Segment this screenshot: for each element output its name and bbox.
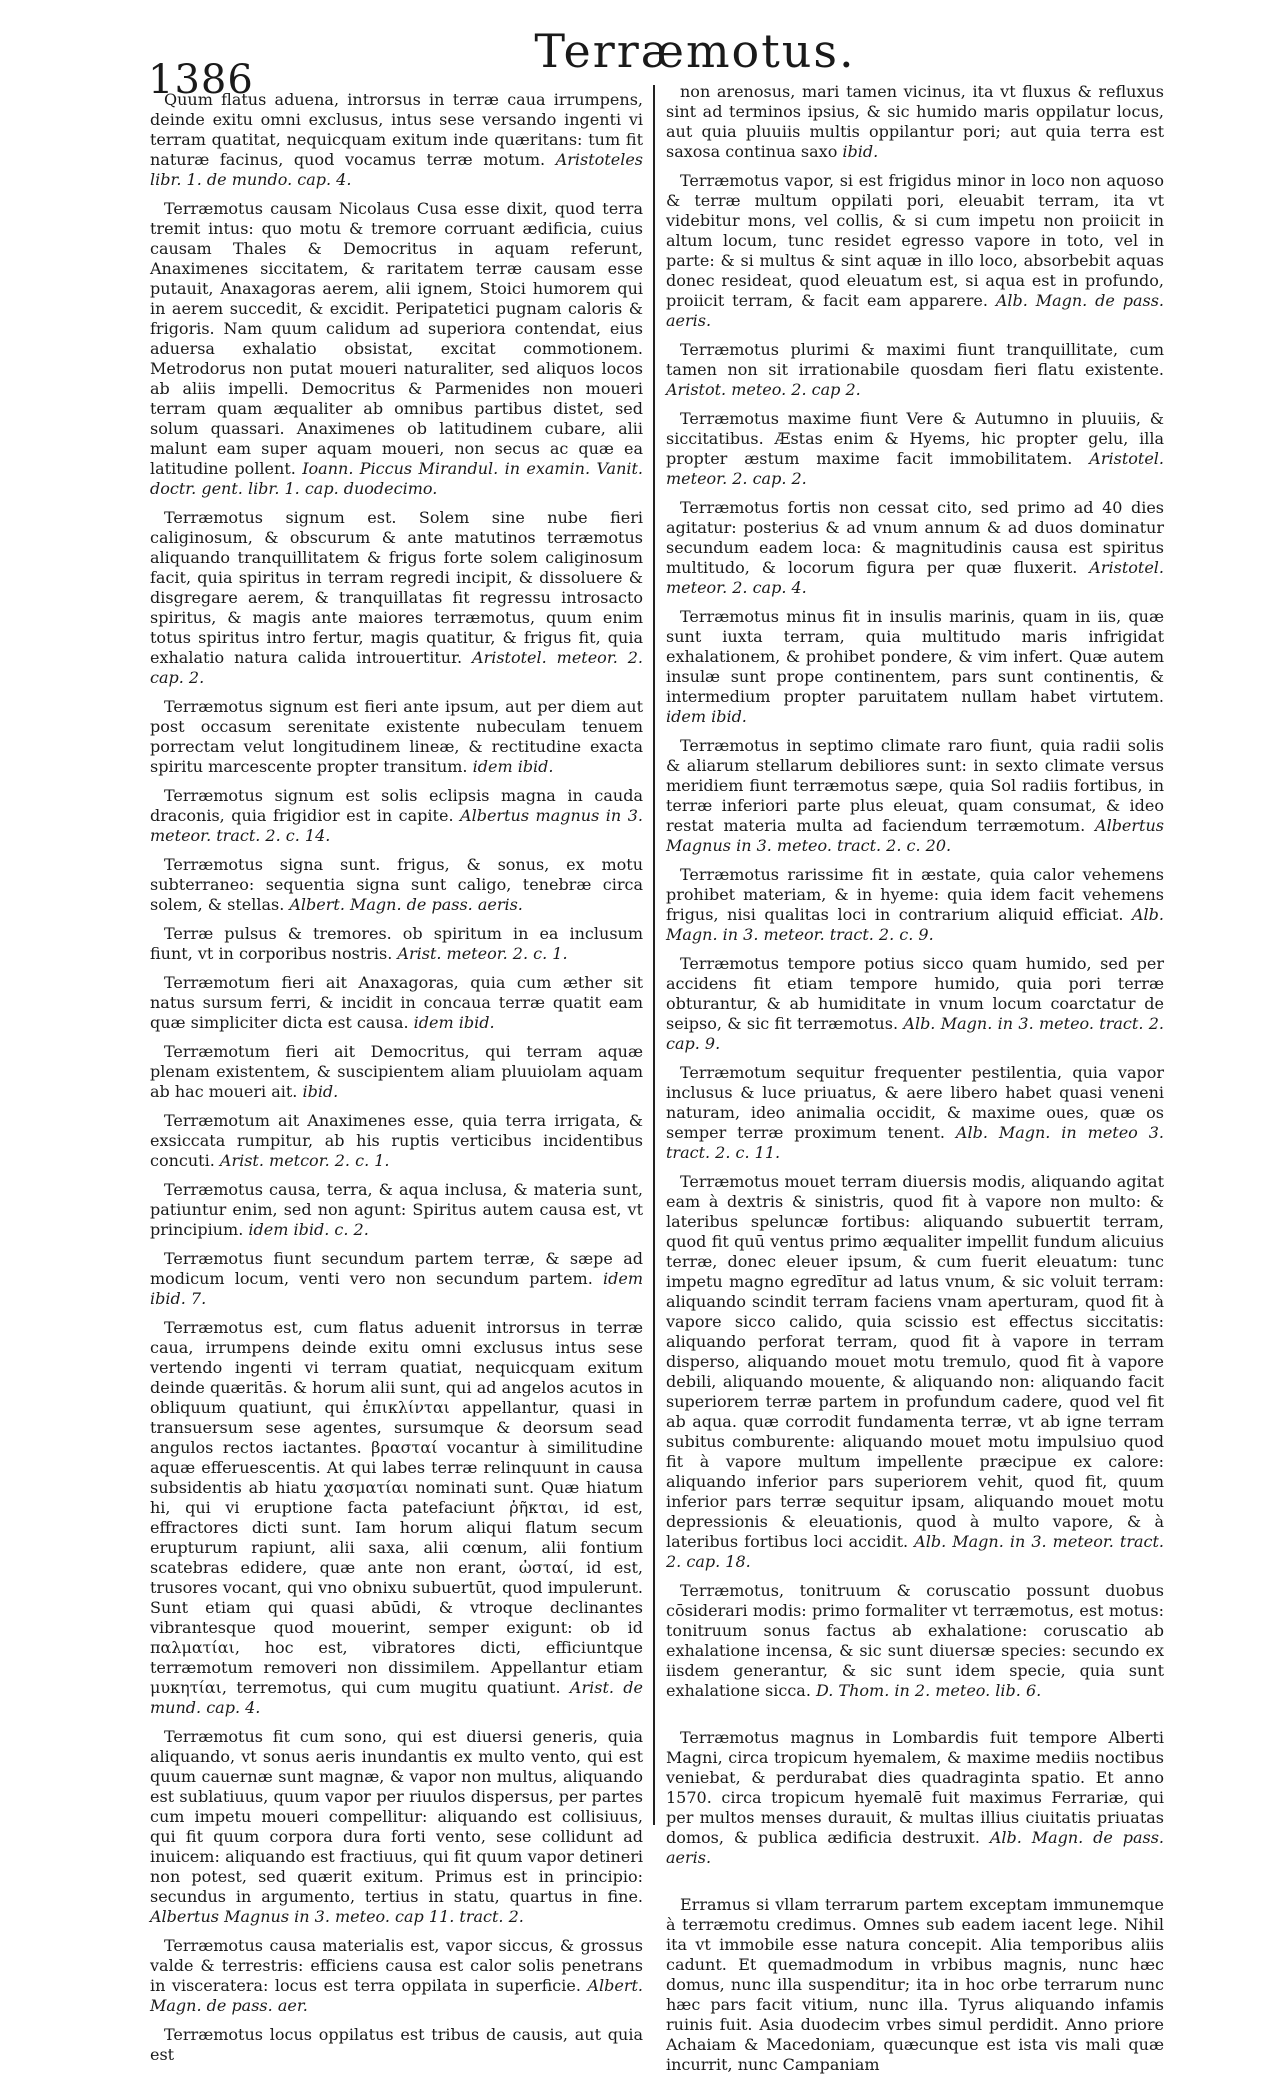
- page-number: 1386: [148, 57, 254, 103]
- entry-text: Terræmotus signum est. Solem sine nube fieri caliginosum, & obscurum & ante matutinos terræmotus aliquando tranquillitatem & frigus forte solem caliginosum facit, quia spiritus in terram regredi incipit, & dissoluere & disgregare aerem, & tranquillatas fit regressu introsacto spiritus, & magis ante maiores terræmotus, quum enim totus spiritus intro fertur, magis quatitur, & frigus fit, quia exhalatio natura calida introuertitur.: [150, 508, 643, 667]
- entry-text: Terræmotus signum est fieri ante ipsum, aut per diem aut post occasum serenitate existente nubeculam tenuem porrectam velut longitudinem lineæ, & rectitudine exacta spiritu marcescente propter transitum.: [150, 697, 643, 776]
- entry-citation: Aristot. meteo. 2. cap 2.: [666, 380, 861, 399]
- entry-text: Terræmotus tempore potius sicco quam humido, sed per accidens fit etiam tempore humido, quia pori terræ obturantur, & ab humiditate in vnum locum coarctatur de seipso, & sic fit terræmotus.: [666, 954, 1164, 1033]
- entry-paragraph: [666, 1172, 1164, 1572]
- entry-paragraph: [150, 1180, 643, 1240]
- entry-text: Terræmotus magnus in Lombardis fuit tempore Alberti Magni, circa tropicum hyemalem, & maxime mediis noctibus veniebat, & perdurabat dies quadraginta spatio. Et anno 1570. circa tropicum hyemalē fuit maximus Ferrariæ, qui per multos menses durauit, & multas illius ciuitatis priuatas domos, & publica ædificia destruxit.: [666, 1728, 1164, 1847]
- entry-paragraph: [666, 171, 1164, 331]
- entry-paragraph: [150, 1249, 643, 1309]
- entry-paragraph: [666, 607, 1164, 727]
- entry-text: Terræmotus causa materialis est, vapor siccus, & grossus valde & terrestris: efficiens causa est calor solis penetrans in visceratera: locus est terra oppilata in superficie.: [150, 1936, 643, 1995]
- entry-citation: Arist. de mund. cap. 4.: [150, 1678, 644, 1717]
- entry-text: Terræmotus vapor, si est frigidus minor in loco non aquoso & terræ multum oppilati pori, eleuabit terram, ita vt videbitur mons, vel collis, & si cum impetu non proiicit in altum locum, tunc residet egresso vapore in toto, vel in parte: & si multus & sint aquæ in illo loco, absorbebit aquas donec resideat, quod eleuatum est, si aqua est in profundo, proiicit terram, & facit eam apparere.: [666, 171, 1164, 310]
- entry-text: Terræmotum sequitur frequenter pestilentia, quia vapor inclusus & luce priuatus, & aere libero habet quasi veneni naturam, ideo animalia occidit, & maxime oues, quæ os semper terræ proximum tenent.: [666, 1063, 1164, 1142]
- entry-paragraph: [666, 498, 1164, 598]
- entry-paragraph: [666, 736, 1164, 856]
- entry-citation: Alb. Magn. in 3. meteor. tract. 2. cap. 18.: [666, 1532, 1164, 1571]
- entry-paragraph: [150, 2025, 643, 2065]
- entry-citation: Arist. metcor. 2. c. 1.: [219, 1151, 390, 1170]
- entry-citation: Aristotel. meteor. 2. cap. 2.: [666, 449, 1164, 488]
- running-head-title: Terræmotus.: [534, 24, 856, 78]
- entry-paragraph: [150, 1042, 643, 1102]
- entry-paragraph: [666, 409, 1164, 489]
- entry-text: Terræmotus causa, terra, & aqua inclusa, & materia sunt, patiuntur enim, sed non agunt: Spiritus autem causa est, vt principium.: [150, 1180, 643, 1239]
- entry-paragraph: [150, 508, 643, 688]
- entry-citation: Aristotel. meteor. 2. cap. 4.: [666, 558, 1164, 597]
- entry-citation: Albertus Magnus in 3. meteo. cap 11. tract. 2.: [150, 1907, 524, 1926]
- entry-citation: Alb. Magn. in meteo 3. tract. 2. c. 11.: [666, 1123, 1164, 1162]
- entry-paragraph: [150, 855, 643, 915]
- entry-text: Terræmotus signa sunt. frigus, & sonus, ex motu subterraneo: sequentia signa sunt caligo, tenebræ circa solem, & stellas.: [150, 855, 643, 914]
- entry-paragraph: [150, 1318, 643, 1718]
- entry-paragraph: [666, 865, 1164, 945]
- section-gap: [666, 1877, 1164, 1895]
- entry-text: Terræmotus fortis non cessat cito, sed primo ad 40 dies agitatur: posterius & ad vnum annum & ad duos dominatur secundum eadem loca: & magnitudinis causa est spiritus multitudo, & locorum figura per quæ fluxerit.: [666, 498, 1164, 577]
- entry-text: Terræmotus, tonitruum & coruscatio possunt duobus cōsiderari modis: primo formaliter vt terræmotus, est motus: tonitruum sonus factus ab exhalatione: coruscatio ab exhalatione incensa, & sic sunt diuersæ species: secundo ex iisdem generantur, & sic sunt idem specie, quia sunt exhalatione sicca.: [666, 1581, 1164, 1700]
- entry-paragraph: [150, 1111, 643, 1171]
- entry-citation: Aristotel. meteor. 2. cap. 2.: [150, 648, 643, 687]
- entry-paragraph: [150, 924, 643, 964]
- left-column: [150, 90, 644, 2064]
- entry-paragraph: [150, 90, 643, 190]
- entry-text: Terræmotus in septimo climate raro fiunt, quia radii solis & aliarum stellarum debiliores sunt: in sexto climate versus meridiem fiunt terræmotus sæpe, quia Sol radiis fortibus, in terræ inferiori parte plus eleuat, quam consumat, & ideo restat materia multa ad faciendum terræmotum.: [666, 736, 1164, 835]
- entry-text: Terræmotus locus oppilatus est tribus de causis, aut quia est: [150, 2025, 643, 2064]
- entry-citation: Alb. Magn. in 3. meteor. tract. 2. c. 9.: [666, 905, 1164, 944]
- entry-paragraph: [150, 1936, 643, 2016]
- entry-text: Quum flatus aduena, introrsus in terræ caua irrumpens, deinde exitu omni exclusus, intus sese versando ingenti vi terram quatitat, nequicquam exitum inde quæritans: tum fit naturæ facinus, quod vocamus terræ motum.: [150, 90, 643, 169]
- entry-citation: idem ibid. 7.: [150, 1269, 643, 1308]
- section-gap: [666, 1710, 1164, 1728]
- entry-paragraph: [150, 199, 643, 499]
- entry-text: Terræmotum fieri ait Democritus, qui terram aquæ plenam existentem, & suscipientem aliam pluuiolam aquam ab hac moueri ait.: [150, 1042, 643, 1101]
- entry-citation: Aristoteles libr. 1. de mundo. cap. 4.: [150, 150, 644, 189]
- entry-citation: Ioann. Piccus Mirandul. in examin. Vanit. doctr. gent. libr. 1. cap. duodecimo.: [150, 459, 643, 498]
- entry-citation: Alb. Magn. de pass. aeris.: [666, 291, 1165, 330]
- entry-text: Terræ pulsus & tremores. ob spiritum in ea inclusum fiunt, vt in corporibus nostris.: [150, 924, 643, 963]
- entry-text: Terræmotus signum est solis eclipsis magna in cauda draconis, quia frigidior est in capite.: [150, 786, 643, 825]
- entry-paragraph: [150, 973, 643, 1033]
- entry-citation: Alb. Magn. in 3. meteo. tract. 2. cap. 9.: [666, 1014, 1165, 1053]
- entry-text: Terræmotus fiunt secundum partem terræ, & sæpe ad modicum locum, venti vero non secundum partem.: [150, 1249, 643, 1288]
- entry-citation: idem ibid.: [413, 1013, 495, 1032]
- entry-paragraph: [150, 786, 643, 846]
- right-column: [666, 82, 1165, 2074]
- entry-text: Terræmotus fit cum sono, qui est diuersi generis, quia aliquando, vt sonus aeris inundantis ex multo vento, qui est quum cauernæ sunt magnæ, & vapor non multus, aliquando est sublatiuus, quum vapor per riuulos dispersus, per partes cum impetu moueri compellitur: aliquando est collisiuus, qui fit quum corpora dura forti vento, sese collidunt ad inuicem: aliquando est fractiuus, qui fit quum vapor detineri non potest, sed quærit exitum. Primus est in principio: secundus in argumento, tertius in statu, quartus in fine.: [150, 1727, 643, 1906]
- entry-citation: Albertus magnus in 3. meteor. tract. 2. c. 14.: [150, 806, 643, 845]
- entry-paragraph: [666, 1895, 1164, 2075]
- entry-citation: Albert. Magn. de pass. aer.: [150, 1976, 644, 2015]
- column-divider: [653, 85, 655, 1825]
- entry-text: Terræmotus minus fit in insulis marinis, quam in iis, quæ sunt iuxta terram, quia multitudo maris infrigidat exhalationem, & prohibet pondere, & vim infert. Quæ autem insulæ sunt prope continentem, pars sunt continentis, & intermedium propter paruitatem nullam habet virtutem.: [666, 607, 1164, 706]
- entry-paragraph: [666, 1581, 1164, 1701]
- entry-paragraph: [666, 82, 1164, 162]
- entry-text: Terræmotus maxime fiunt Vere & Autumno in pluuiis, & siccitatibus. Æstas enim & Hyems, hic propter gelu, illa propter æstum maxime facit immobilitatem.: [666, 409, 1164, 468]
- entry-text: Terræmotus est, cum flatus aduenit introrsus in terræ caua, irrumpens deinde exitu omni exclusus intus sese vertendo ingenti vi terram quatiat, nequicquam exitum deinde quæritās. & horum alii sunt, qui ad angelos acutos in obliquum quatiunt, qui ἐπικλίνται appellantur, quasi in transuersum sese agentes, sursumque & deorsum sead angulos rectos iactantes. βρασταί vocantur à similitudine aquæ efferuescentis. At qui labes terræ relinquunt in causa subsidentis ab hiatu χασματίαι nominati sunt. Quæ hiatum hi, qui vi eruptione facta patefaciunt ῥῆκται, id est, effractores dicti sunt. Iam horum aliqui flatum secum erupturum rapiunt, alii saxa, alii cœnum, alii fontium scatebras edidere, quæ ante non erant, ὠσταί, id est, trusores vocant, qui vno obnixu subuertūt, quod impulerunt. Sunt etiam qui quasi abūdi, & vtroque declinantes vibrantesque quod mouerint, semper exigunt: ob id παλματίαι, hoc est, vibratores dicti, efficiuntque terræmotum removeri non dissimilem. Appellantur etiam μυκητίαι, terremotus, qui cum mugitu quatiunt.: [150, 1318, 643, 1697]
- entry-citation: idem ibid.: [472, 757, 554, 776]
- entry-text: Terræmotus rarissime fit in æstate, quia calor vehemens prohibet materiam, & in hyeme: quia idem facit vehemens frigus, nisi qualitas loci in contrarium aliquid efficiat.: [666, 865, 1164, 924]
- entry-paragraph: [666, 954, 1164, 1054]
- entry-text: Erramus si vllam terrarum partem exceptam immunemque à terræmotu credimus. Omnes sub eadem iacent lege. Nihil ita vt immobile esse natura concepit. Alia temporibus aliis cadunt. Et quemadmodum in vrbibus magnis, nunc hæc domus, nunc illa suspenditur; ita in hoc orbe terrarum nunc hæc pars facit vitium, nunc illa. Tyrus aliquando infamis ruinis fuit. Asia duodecim vrbes simul perdidit. Anno priore Achaiam & Macedoniam, quæcunque est ista vis mali quæ incurrit, nunc Campaniam: [666, 1895, 1164, 2074]
- entry-citation: ibid.: [302, 1082, 339, 1101]
- entry-citation: idem ibid. c. 2.: [248, 1220, 369, 1239]
- entry-citation: idem ibid.: [666, 707, 747, 726]
- entry-text: Terræmotus plurimi & maximi fiunt tranquillitate, cum tamen non sit irrationabile quosdam fieri flatu existente.: [666, 340, 1164, 379]
- entry-paragraph: [666, 1063, 1164, 1163]
- entry-citation: Albert. Magn. de pass. aeris.: [289, 895, 523, 914]
- entry-citation: Albertus Magnus in 3. meteo. tract. 2. c. 20.: [666, 816, 1164, 855]
- entry-citation: Alb. Magn. de pass. aeris.: [666, 1828, 1165, 1867]
- entry-citation: ibid.: [842, 142, 879, 161]
- entry-text: Terræmotus mouet terram diuersis modis, aliquando agitat eam à dextris & sinistris, quod fit à vapore non multo: & lateribus speluncæ fortibus: aliquando subuertit terram, quod fit quū ventus primo æqualiter impellit fundum alicuius terræ, donec eleuer ipsum, & cum fuerit eleuatum: tunc impetu magno egredītur ad latus vnum, & sic voluit terram: aliquando scindit terram faciens vnam aperturam, quod fit à vapore sicco calido, quia scissio est effectus siccitatis: aliquando perforat terram, quod fit à vapore in terram disperso, aliquando mouet motu tremulo, quod fit à vapore debili, aliquando mouente, & aliquando non: aliquando facit superiorem terræ partem in profundum cadere, quod vel fit ab aqua. quæ corrodit fundamenta terræ, vt ab igne terram subitus comburente: aliquando mouet motu impulsiuo quod fit à vapore multum impellente præcipue ex calore: aliquando inferior pars superiorem vehit, quod fit, quum inferior pars terræ sequitur ipsam, aliquando mouet motu depressionis & eleuationis, quod à multo vapore, & à lateribus fortibus loci accidit.: [666, 1172, 1164, 1551]
- entry-paragraph: [666, 340, 1164, 400]
- entry-text: non arenosus, mari tamen vicinus, ita vt fluxus & refluxus sint ad terminos ipsius, & sic humido maris oppilatur locus, aut quia pluuiis multis oppilantur pori; aut quia terra est saxosa continua saxo: [666, 82, 1164, 161]
- entry-paragraph: [666, 1728, 1164, 1868]
- entry-text: Terræmotus causam Nicolaus Cusa esse dixit, quod terra tremit intus: quo motu & tremore corruant ædificia, cuius causam Thales & Democritus in aquam referunt, Anaximenes siccitatem, & raritatem terræ causam esse putauit, Anaxagoras aerem, alii ignem, Stoici humorem qui in aerem succedit, & excidit. Peripatetici pugnam caloris & frigoris. Nam quum calidum ad superiora contendat, eius aduersa exhalatio obsistat, excitat commotionem. Metrodorus non putat moueri naturaliter, sed aliquos locos ab aliis impelli. Democritus & Parmenides non moueri terram quam æqualiter ab omnibus partibus distet, sed solum quassari. Anaximenes ob latitudinem cubare, alii malunt eam super aquam moueri, non secus ac quæ ea latitudine pollent.: [150, 199, 643, 478]
- entry-paragraph: [150, 1727, 643, 1927]
- entry-paragraph: [150, 697, 643, 777]
- entry-citation: Arist. meteor. 2. c. 1.: [397, 944, 568, 963]
- entry-text: Terræmotum fieri ait Anaxagoras, quia cum æther sit natus sursum ferri, & incidit in concaua terræ quatit eam quæ simpliciter dicta est causa.: [150, 973, 643, 1032]
- entry-text: Terræmotum ait Anaximenes esse, quia terra irrigata, & exsiccata rumpitur, ab his ruptis verticibus incidentibus concuti.: [150, 1111, 643, 1170]
- entry-citation: D. Thom. in 2. meteo. lib. 6.: [816, 1681, 1042, 1700]
